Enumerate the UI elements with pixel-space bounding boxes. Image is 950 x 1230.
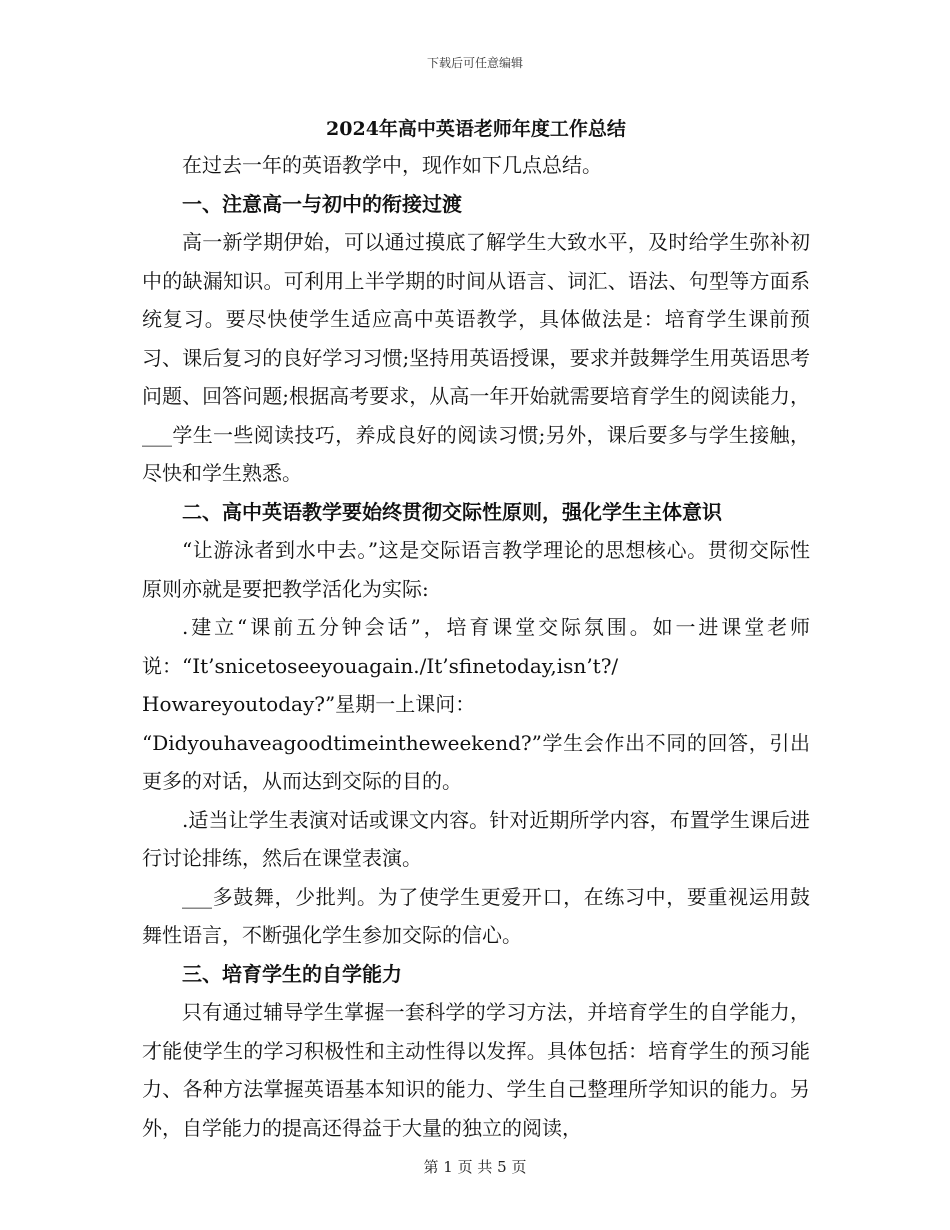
paragraph-3c: “Didyouhaveagoodtimeintheweekend?”学生会作出不同的回答，引出更多的对话，从而达到交际的目的。 bbox=[142, 730, 810, 793]
intro-paragraph: 在过去一年的英语教学中，现作如下几点总结。 bbox=[182, 153, 602, 177]
page-footer: 第 1 页 共 5 页 bbox=[423, 1158, 527, 1176]
page-header: 下载后可任意编辑 bbox=[426, 56, 523, 70]
paragraph-2: “让游泳者到水中去。”这是交际语言教学理论的思想核心。贯彻交际性原则亦就是要把教学活化为实际: bbox=[142, 538, 810, 601]
paragraph-3b: Howareyoutoday?”星期一上课问： bbox=[142, 692, 476, 716]
section-heading-2: 二、高中英语教学要始终贯彻交际性原则，强化学生主体意识 bbox=[182, 499, 722, 524]
document-body bbox=[142, 112, 810, 1147]
section-heading-1: 一、注意高一与初中的衔接过渡 bbox=[182, 191, 462, 216]
paragraph-3a: .建立“课前五分钟会话”，培育课堂交际氛围。如一进课堂老师说：“It’snicetoseeyouagain./It’sfinetoday,isn’t?/ bbox=[142, 615, 810, 678]
paragraph-6: 只有通过辅导学生掌握一套科学的学习方法，并培育学生的自学能力，才能使学生的学习积极性和主动性得以发挥。具体包括：培育学生的预习能力、各种方法掌握英语基本知识的能力、学生自己整理所学知识的能力。另外，自学能力的提高还得益于大量的独立的阅读， bbox=[142, 1000, 810, 1140]
paragraph-1: 高一新学期伊始，可以通过摸底了解学生大致水平，及时给学生弥补初中的缺漏知识。可利用上半学期的时间从语言、词汇、语法、句型等方面系统复习。要尽快使学生适应高中英语教学，具体做法是：培育学生课前预习、课后复习的良好学习习惯;坚持用英语授课，要求并鼓舞学生用英语思考问题、回答问题;根据高考要求，从高一年开始就需要培育学生的阅读能力，___学生一些阅读技巧，养成良好的阅读习惯;另外，课后要多与学生接触，尽快和学生熟悉。 bbox=[142, 230, 810, 485]
section-heading-3: 三、培育学生的自学能力 bbox=[182, 961, 402, 986]
paragraph-4: .适当让学生表演对话或课文内容。针对近期所学内容，布置学生课后进行讨论排练，然后在课堂表演。 bbox=[142, 807, 810, 870]
paragraph-5: ___多鼓舞，少批判。为了使学生更爱开口，在练习中，要重视运用鼓舞性语言，不断强化学生参加交际的信心。 bbox=[142, 884, 810, 947]
document-title: 2024年高中英语老师年度工作总结 bbox=[326, 118, 626, 140]
